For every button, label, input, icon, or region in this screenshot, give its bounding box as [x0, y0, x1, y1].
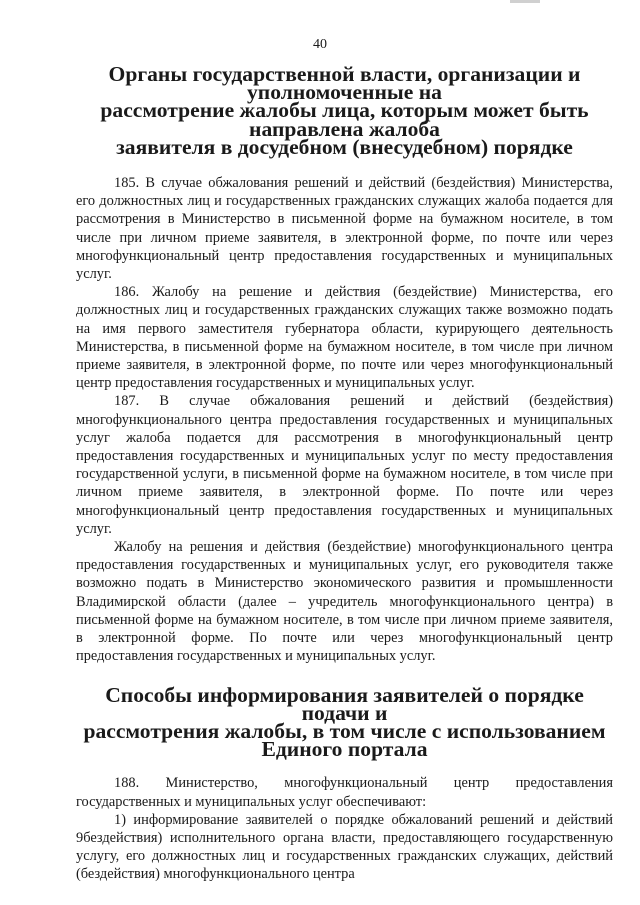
paragraph-185: 185. В случае обжалования решений и действий (бездействия) Министерства, его должностных лиц и государственных гражданских служащих жалоба подается для рассмотрения в Министерство в письменной форме на бумажном носителе, в том числе при личном приеме заявителя, в электронной форме, по почте или через многофункциональный центр предоставления государственных и муниципальных услуг. — [76, 175, 613, 283]
heading-line: Способы информирования заявителей о порядке подачи и — [105, 682, 584, 725]
paragraph-188-item-1: 1) информирование заявителей о порядке обжалований решений и действий 9бездействия) исполнительного органа власти, предоставляющего государственную услугу, его должностных лиц и государственных гражданских служащих, действий (бездействия) многофункционального центра — [76, 811, 613, 883]
paragraph-187-continued: Жалобу на решения и действия (бездействие) многофункционального центра предоставления государственных и муниципальных услуг, его руководителя также возможно подать в Министерство экономического развития и промышленности Владимирской области (далее – учредитель многофункционального центра) в письменной форме на бумажном носителе, в том числе при личном приеме заявителя, в электронной форме. По почте или через многофункциональный центр предоставления государственных и муниципальных услуг. — [76, 539, 613, 665]
heading-line: рассмотрения жалобы, в том числе с использованием Единого портала — [83, 718, 606, 762]
paragraph-187: 187. В случае обжалования решений и действий (бездействия) многофункционального центра предоставления государственных и муниципальных услуг жалоба подается для рассмотрения в многофункциональный центр предоставления государственных и муниципальных услуг по месту предоставления государственной услуги, в письменной форме на бумажном носителе, в том числе при личном приеме заявителя, в электронной форме. По почте или через многофункциональный центр предоставления государственных и муниципальных услуг. — [76, 393, 613, 537]
heading-line: рассмотрение жалобы лица, которым может быть направлена жалоба — [100, 98, 589, 141]
heading-line: заявителя в досудебном (внесудебном) порядке — [116, 134, 573, 159]
section-heading-informing-methods — [76, 682, 613, 762]
page-number: 40 — [313, 37, 327, 52]
paragraph-186: 186. Жалобу на решение и действия (бездействие) Министерства, его должностных лиц и государственных гражданских служащих также возможно подать на имя первого заместителя губернатора области, курирующего деятельность Министерства, в письменной форме на бумажном носителе, в том числе при личном приеме заявителя, в электронной форме, по почте или через многофункциональный центр предоставления государственных и муниципальных услуг. — [76, 284, 613, 392]
section-heading-complaint-bodies — [76, 62, 613, 159]
document-body — [76, 62, 613, 884]
heading-line: Органы государственной власти, организации и уполномоченные на — [108, 62, 581, 105]
paragraph-188: 188. Министерство, многофункциональный центр предоставления государственных и муниципальных услуг обеспечивают: — [76, 775, 613, 810]
scan-artifact — [510, 0, 540, 3]
